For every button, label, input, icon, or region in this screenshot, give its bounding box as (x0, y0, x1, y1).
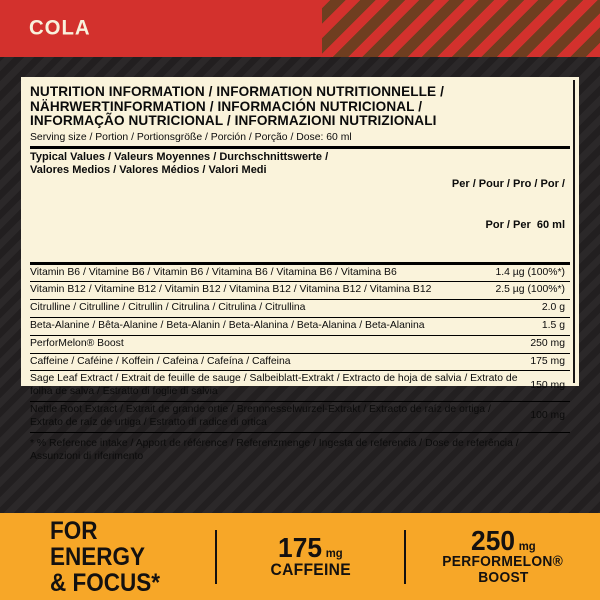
nutrient-label: Beta-Alanine / Bêta-Alanine / Beta-Alanin / Beta-Alanina / Beta-Alanina / Beta-Alanina (30, 319, 425, 331)
flavor-name: COLA (29, 16, 91, 40)
table-header (30, 149, 570, 265)
energy-focus-claim (50, 518, 199, 596)
performelon-label: PERFORMELON® (442, 552, 564, 570)
nutrient-value: 1.4 µg (100%*) (495, 266, 565, 278)
nutrient-label: Sage Leaf Extract / Extrait de feuille de sauge / Salbeiblatt-Extrakt / Extracto de hoja de salvia / Extrato de folha de salva / Estratto di foglie di salvia (30, 373, 518, 398)
per-serving-line-1: Per / Pour / Pro / Por / (451, 177, 565, 190)
nutrient-row-citrulline (30, 300, 570, 318)
nutrient-row-vitamin-b6 (30, 265, 570, 283)
performelon-value: 250 (470, 524, 515, 556)
nutrient-label: Citrulline / Citrulline / Citrullin / Citrulina / Citrulina / Citrullina (30, 302, 306, 314)
performelon-unit: mg (518, 538, 536, 553)
typical-values-header (30, 151, 328, 178)
nutrient-value: 150 mg (530, 379, 565, 391)
panel-title-line-1: NUTRITION INFORMATION / INFORMATION NUTRITIONNELLE / (30, 84, 444, 99)
nutrient-value: 100 mg (530, 410, 565, 422)
nutrient-row-caffeine (30, 354, 570, 372)
nutrient-label: Nettle Root Extract / Extrait de grande ortie / Brennnesselwurzel-Extrakt / Extracto de raíz de ortiga / Extrato de raíz de urtiga / Estratto di radice di ortica (30, 403, 491, 428)
diagonal-stripes-decoration (322, 0, 600, 57)
serving-size: Serving size / Portion / Portionsgröße / Porción / Porção / Dose: 60 ml (30, 131, 570, 149)
nutrient-row-performelon-boost (30, 336, 570, 354)
performelon-boost-label: BOOST (477, 568, 529, 586)
caffeine-stat (217, 513, 404, 600)
caffeine-value: 175 (278, 531, 323, 563)
nutrient-row-sage-leaf-extract (30, 371, 570, 402)
nutrient-row-beta-alanine (30, 318, 570, 336)
per-serving-line-2: Por / Per 60 ml (485, 218, 565, 231)
nutrient-row-nettle-root-extract (30, 402, 570, 433)
nutrient-value: 2.5 µg (100%*) (495, 284, 565, 296)
nutrient-label: Vitamin B6 / Vitamine B6 / Vitamin B6 / Vitamina B6 / Vitamina B6 / Vitamina B6 (30, 266, 397, 278)
panel-right-rule (573, 80, 575, 383)
nutrient-row-vitamin-b12 (30, 282, 570, 300)
nutrient-label: Vitamin B12 / Vitamine B12 / Vitamin B12 / Vitamina B12 / Vitamina B12 / Vitamina B12 (30, 284, 432, 296)
performelon-stat (406, 513, 600, 600)
reference-intake-footnote: * % Reference intake / Apport de référence / Referenzmenge / Ingesta de referencia / Dose de referência / Assunzioni di riferimento (30, 437, 519, 462)
panel-title-line-2: NÄHRWERTINFORMATION / INFORMACIÓN NUTRICIONAL / (30, 98, 423, 114)
claims-banner (0, 513, 600, 600)
per-serving-header (452, 151, 565, 260)
flavor-banner (0, 0, 600, 57)
claim-line-1: FOR ENERGY (50, 516, 146, 571)
nutrient-value: 1.5 g (541, 319, 565, 331)
caffeine-unit: mg (325, 545, 343, 560)
nutrition-panel (21, 77, 579, 462)
nutrient-label: Caffeine / Caféine / Koffein / Cafeina / Cafeína / Caffeina (30, 355, 291, 367)
panel-title-line-3: INFORMAÇÃO NUTRICIONAL / INFORMAZIONI NUTRIZIONALI (30, 113, 437, 129)
nutrient-value: 175 mg (530, 355, 565, 367)
claim-line-2: & FOCUS* (50, 568, 161, 597)
typical-values-line-1: Typical Values / Valeurs Moyennes / Durchschnittswerte / (30, 150, 329, 163)
nutrient-value: 2.0 g (541, 302, 565, 314)
panel-title (30, 85, 570, 129)
caffeine-amount (278, 531, 343, 563)
nutrient-label: PerforMelon® Boost (30, 337, 124, 349)
caffeine-label: CAFFEINE (270, 559, 351, 579)
claim-column (0, 513, 215, 600)
performelon-amount (470, 524, 536, 556)
nutrient-value: 250 mg (530, 337, 565, 349)
typical-values-line-2: Valores Medios / Valores Médios / Valori Medi (30, 164, 267, 177)
